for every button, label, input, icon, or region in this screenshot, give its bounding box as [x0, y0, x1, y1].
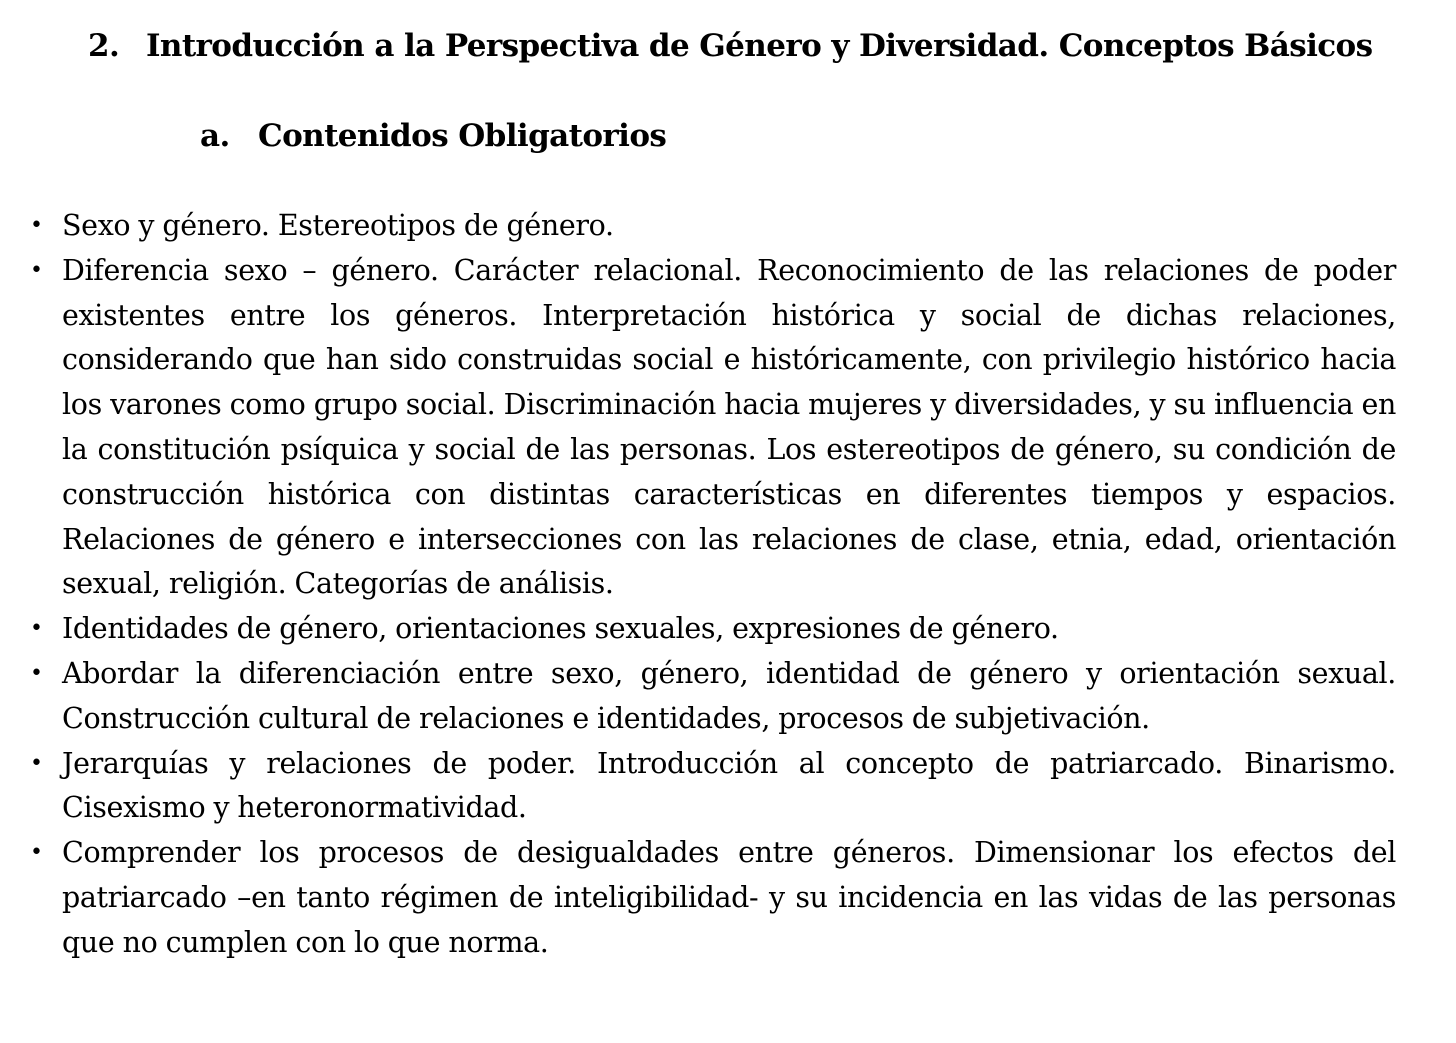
- bullet-icon: •: [30, 660, 43, 686]
- list-item: [28, 742, 1396, 832]
- section-number: 2.: [88, 28, 120, 64]
- bullet-icon: •: [30, 213, 43, 238]
- list-item-text: Jerarquías y relaciones de poder. Introducción al concepto de patriarcado. Binarismo. Cisexismo y heteronormatividad.: [62, 746, 1396, 825]
- section-title: Introducción a la Perspectiva de Género y Diversidad. Conceptos Básicos: [146, 28, 1373, 64]
- bullet-icon: •: [30, 840, 43, 866]
- subsection-heading: [200, 112, 666, 160]
- section-heading: [88, 22, 1428, 70]
- list-item-text: Abordar la diferenciación entre sexo, género, identidad de género y orientación sexual. Construcción cultural de relaciones e identidades, procesos de subjetivación.: [62, 656, 1396, 735]
- list-item-text: Diferencia sexo – género. Carácter relacional. Reconocimiento de las relaciones de poder existentes entre los géneros. Interpretación histórica y social de dichas relaciones, considerando que han sido construidas social e históricamente, con privilegio histórico hacia los varones como grupo social. Discriminación hacia mujeres y diversidades, y su influencia en la constitución psíquica y social de las personas. Los estereotipos de género, su condición de construcción histórica con distintas características en diferentes tiempos y espacios. Relaciones de género e intersecciones con las relaciones de clase, etnia, edad, orientación sexual, religión. Categorías de análisis.: [62, 253, 1396, 601]
- list-item: [28, 607, 1396, 652]
- bullet-icon: •: [30, 257, 43, 283]
- content-list: [28, 204, 1396, 966]
- list-item-text: Identidades de género, orientaciones sexuales, expresiones de género.: [62, 612, 1059, 646]
- subsection-letter: a.: [200, 118, 230, 154]
- list-item: [28, 831, 1396, 965]
- list-item: [28, 652, 1396, 742]
- subsection-title: Contenidos Obligatorios: [258, 118, 667, 154]
- list-item: [28, 249, 1396, 607]
- bullet-icon: •: [30, 616, 43, 642]
- list-item-text: Comprender los procesos de desigualdades entre géneros. Dimensionar los efectos del patriarcado –en tanto régimen de inteligibilidad- y su incidencia en las vidas de las personas que no cumplen con lo que norma.: [62, 836, 1396, 959]
- list-item-text: Sexo y género. Estereotipos de género.: [62, 209, 614, 242]
- bullet-icon: •: [30, 750, 43, 776]
- list-item: [28, 204, 1396, 249]
